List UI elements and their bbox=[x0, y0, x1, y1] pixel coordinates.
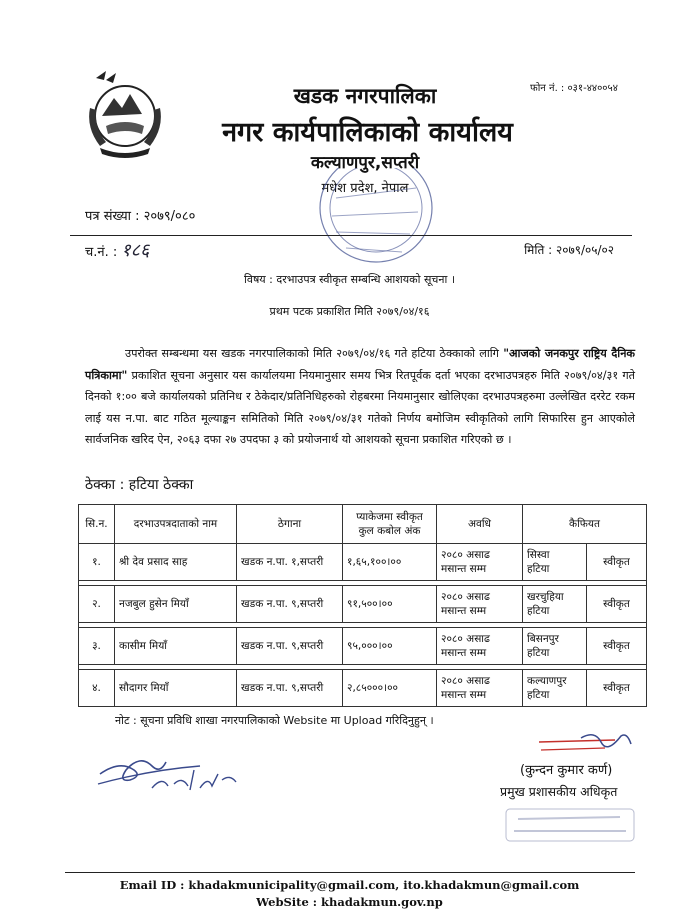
cell-address: खडक न.पा. ९,सप्तरी bbox=[237, 586, 343, 623]
cell-sn: ३. bbox=[79, 628, 115, 665]
table-header-row bbox=[79, 505, 647, 544]
table-row bbox=[79, 586, 647, 623]
officer-name: (कुन्दन कुमार कर्ण) bbox=[520, 763, 613, 778]
cell-market bbox=[523, 586, 587, 623]
period-line-1: २०८० असाढ bbox=[441, 591, 490, 603]
letter-number: पत्र संख्या : २०७९/०८० bbox=[85, 209, 196, 224]
market-line-2: हटिया bbox=[527, 563, 550, 575]
cell-name: श्री देव प्रसाद साह bbox=[115, 544, 237, 581]
officer-title: प्रमुख प्रशासकीय अधिकृत bbox=[500, 784, 618, 799]
bids-table bbox=[78, 504, 647, 707]
cell-sn: २. bbox=[79, 586, 115, 623]
market-line-2: हटिया bbox=[527, 689, 550, 701]
municipality-name: खडक नगरपालिका bbox=[293, 84, 437, 108]
period-line-1: २०८० असाढ bbox=[441, 549, 490, 561]
cell-status: स्वीकृत bbox=[587, 544, 647, 581]
cell-market bbox=[523, 628, 587, 665]
cell-name: नजबुल हुसेन मियाँ bbox=[115, 586, 237, 623]
faded-stamp-icon bbox=[500, 805, 640, 845]
header-amount: प्याकेजमा स्वीकृत कुल कबोल अंक bbox=[343, 505, 437, 544]
cell-period bbox=[437, 628, 523, 665]
header-sn: सि.न. bbox=[79, 505, 115, 544]
body-highlight: "आजको जनकपुर राष्ट्रिय दैनिक पत्रिकामा" bbox=[85, 347, 635, 382]
cell-status: स्वीकृत bbox=[587, 628, 647, 665]
header-address: ठेगाना bbox=[237, 505, 343, 544]
cell-market bbox=[523, 544, 587, 581]
period-line-2: मसान्त सम्म bbox=[441, 647, 487, 659]
cell-market bbox=[523, 670, 587, 707]
cell-status: स्वीकृत bbox=[587, 670, 647, 707]
subject-line: विषय : दरभाउपत्र स्वीकृत सम्बन्धि आशयको सूचना । bbox=[243, 273, 455, 286]
cell-sn: १. bbox=[79, 544, 115, 581]
footer-email: Email ID : khadakmunicipality@gmail.com, ito.khadakmun@gmail.com bbox=[119, 878, 580, 892]
cell-amount: १,६५,१००।०० bbox=[343, 544, 437, 581]
cell-name: सौदागर मियाँ bbox=[115, 670, 237, 707]
handwritten-signature-icon bbox=[90, 740, 270, 800]
market-line-2: हटिया bbox=[527, 647, 550, 659]
cell-amount: ९५,०००।०० bbox=[343, 628, 437, 665]
period-line-2: मसान्त सम्म bbox=[441, 563, 487, 575]
table-row bbox=[79, 544, 647, 581]
market-line-1: कल्याणपुर bbox=[527, 675, 567, 687]
period-line-1: २०८० असाढ bbox=[441, 675, 490, 687]
letter-date: मिति : २०७९/०५/०२ bbox=[524, 243, 614, 257]
header-divider bbox=[70, 235, 632, 236]
body-part-1: उपरोक्त सम्बन्धमा यस खडक नगरपालिकाको मिति २०७९/०४/१६ गते हटिया ठेक्काको लागि bbox=[125, 347, 504, 360]
dispatch-value: १८६ bbox=[121, 240, 150, 261]
dispatch-label: च.नं. : bbox=[85, 245, 118, 260]
cell-period bbox=[437, 670, 523, 707]
footer-website: WebSite : khadakmun.gov.np bbox=[256, 895, 443, 909]
contract-label: ठेक्का : हटिया ठेक्का bbox=[85, 477, 194, 493]
office-province: मधेश प्रदेश, नेपाल bbox=[321, 181, 409, 196]
header-period: अवधि bbox=[437, 505, 523, 544]
cell-amount: ९१,५००।०० bbox=[343, 586, 437, 623]
cell-sn: ४. bbox=[79, 670, 115, 707]
period-line-2: मसान्त सम्म bbox=[441, 605, 487, 617]
cell-name: कासीम मियाँ bbox=[115, 628, 237, 665]
market-line-1: सिस्वा bbox=[527, 549, 550, 561]
phone-number: फोन नं. : ०३१-४४००५४ bbox=[530, 83, 618, 94]
period-line-1: २०८० असाढ bbox=[441, 633, 490, 645]
period-line-2: मसान्त सम्म bbox=[441, 689, 487, 701]
office-location: कल्याणपुर,सप्तरी bbox=[310, 153, 420, 173]
market-line-1: खरचुहिया bbox=[527, 591, 564, 603]
cell-amount: २,८५०००।०० bbox=[343, 670, 437, 707]
cell-address: खडक न.पा. १,सप्तरी bbox=[237, 544, 343, 581]
market-line-2: हटिया bbox=[527, 605, 550, 617]
officer-signature-icon bbox=[535, 730, 635, 764]
published-date: प्रथम पटक प्रकाशित मिति २०७९/०४/१६ bbox=[269, 305, 430, 318]
notice-body bbox=[85, 343, 635, 451]
cell-status: स्वीकृत bbox=[587, 586, 647, 623]
header-bidder: दरभाउपत्रदाताको नाम bbox=[115, 505, 237, 544]
cell-period bbox=[437, 544, 523, 581]
cell-address: खडक न.पा. ९,सप्तरी bbox=[237, 628, 343, 665]
office-seal-icon bbox=[306, 168, 434, 268]
body-part-2: प्रकाशित सूचना अनुसार यस कार्यालयमा नियमानुसार समय भित्र रितपूर्वक दर्ता भएका दरभाउपत्रहरु मिति २०७९/०४/३१ गते दिनको १:०० बजे कार्यालयको प्रतिनिध र ठेकेदार/प्रतिनिधिहरुको रोहबरमा नियमानुसार खोलिएका दरभाउपत्रहरुमा उल्लेखित दररेट रकम लाई यस न.पा. बाट गठित मूल्याङ्कन समितिको मिति २०७९/०४/३१ गतेको निर्णय बमोजिम स्वीकृतिको लागि सिफारिस हुन आएकोले सार्वजनिक खरिद ऐन, २०६३ दफा २७ उपदफा ३ को प्रयोजनार्थ यो आशयको सूचना प्रकाशित गरिएको छ । bbox=[85, 368, 635, 447]
cell-period bbox=[437, 586, 523, 623]
nepal-emblem-icon bbox=[82, 68, 168, 160]
table-row bbox=[79, 670, 647, 707]
office-name: नगर कार्यपालिकाको कार्यालय bbox=[222, 117, 513, 148]
cell-address: खडक न.पा. ९,सप्तरी bbox=[237, 670, 343, 707]
dispatch-number bbox=[85, 238, 149, 262]
footer-divider bbox=[65, 872, 635, 873]
table-row bbox=[79, 628, 647, 665]
header-remarks: कैफियत bbox=[523, 505, 647, 544]
market-line-1: बिसनपुर bbox=[527, 633, 559, 645]
upload-note: नोट : सूचना प्रविधि शाखा नगरपालिकाको Website मा Upload गरिदिनुहुन् । bbox=[115, 714, 434, 727]
